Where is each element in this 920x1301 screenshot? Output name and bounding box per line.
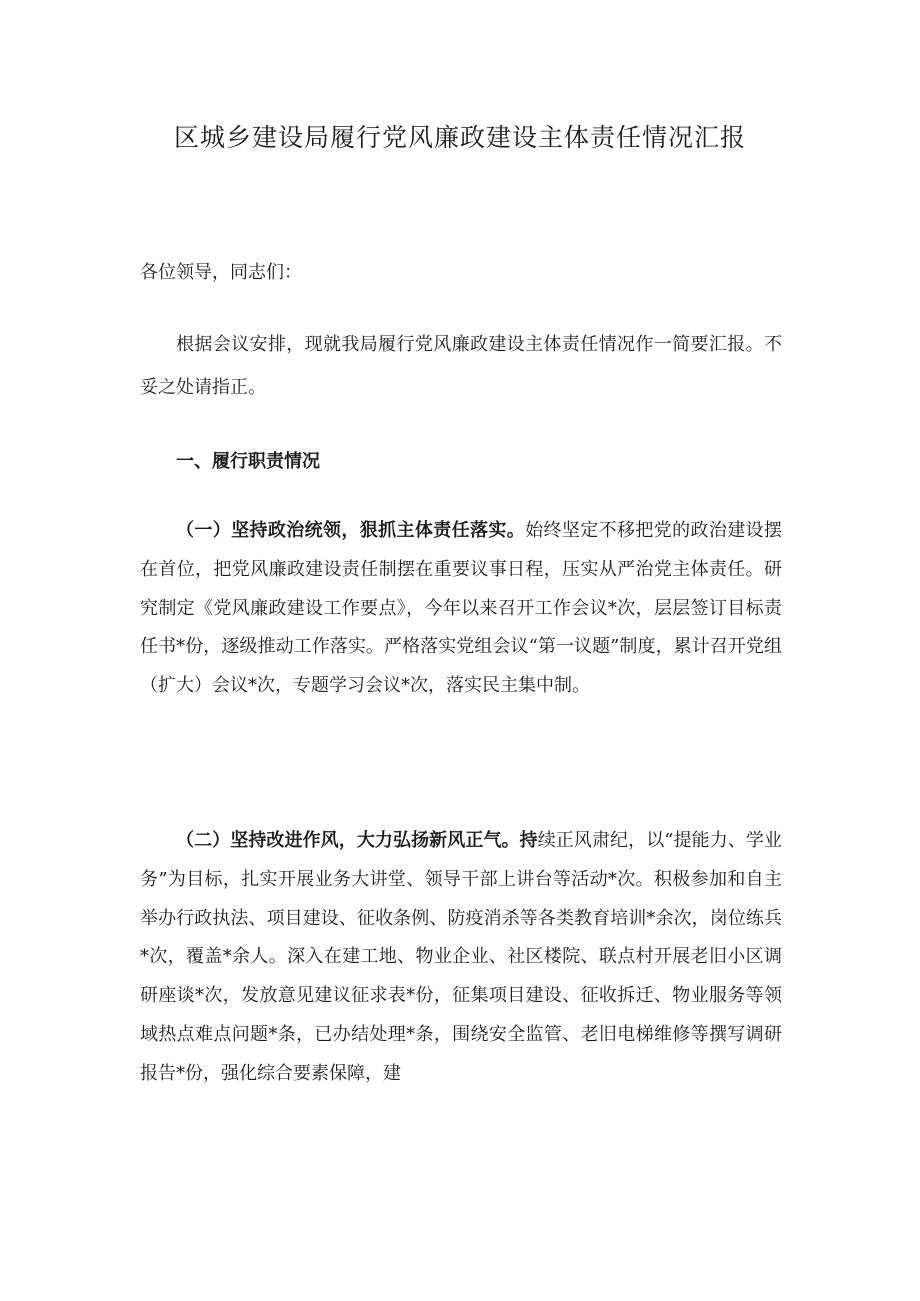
paragraph-item-2	[140, 822, 782, 1094]
paragraph-item-1	[140, 512, 782, 706]
item-2-lead: （二）坚持改进作风，大力弘扬新风正气。持	[176, 830, 538, 851]
item-1-body: 始终坚定不移把党的政治建设摆在首位，把党风廉政建设责任制摆在重要议事日程，压实从严治党主体责任。研究制定《党风廉政建设工作要点》，今年以来召开工作会议*次，层层签订目标责任书*份，逐级推动工作落实。严格落实党组会议“第一议题”制度，累计召开党组（扩大）会议*次，专题学习会议*次，落实民主集中制。	[140, 520, 782, 697]
document-title: 区城乡建设局履行党风廉政建设主体责任情况汇报	[173, 123, 746, 152]
intro-paragraph: 根据会议安排，现就我局履行党风廉政建设主体责任情况作一简要汇报。不妥之处请指正。	[140, 334, 782, 398]
item-2-body: 续正风肃纪，以“提能力、学业务”为目标，扎实开展业务大讲堂、领导干部上讲台等活动*次。积极参加和自主举办行政执法、项目建设、征收条例、防疫消杀等各类教育培训*余次，岗位练兵*次，覆盖*余人。深入在建工地、物业企业、社区楼院、联点村开展老旧小区调研座谈*次，发放意见建议征求表*份，征集项目建设、征收拆迁、物业服务等领域热点难点问题*条，已办结处理*条，围绕安全监管、老旧电梯维修等撰写调研报告*份，强化综合要素保障，建	[140, 830, 783, 1084]
section-heading-1: 一、履行职责情况	[176, 451, 320, 472]
item-1-lead: （一）坚持政治统领，狠抓主体责任落实。	[176, 520, 526, 541]
salutation: 各位领导，同志们：	[140, 262, 302, 283]
